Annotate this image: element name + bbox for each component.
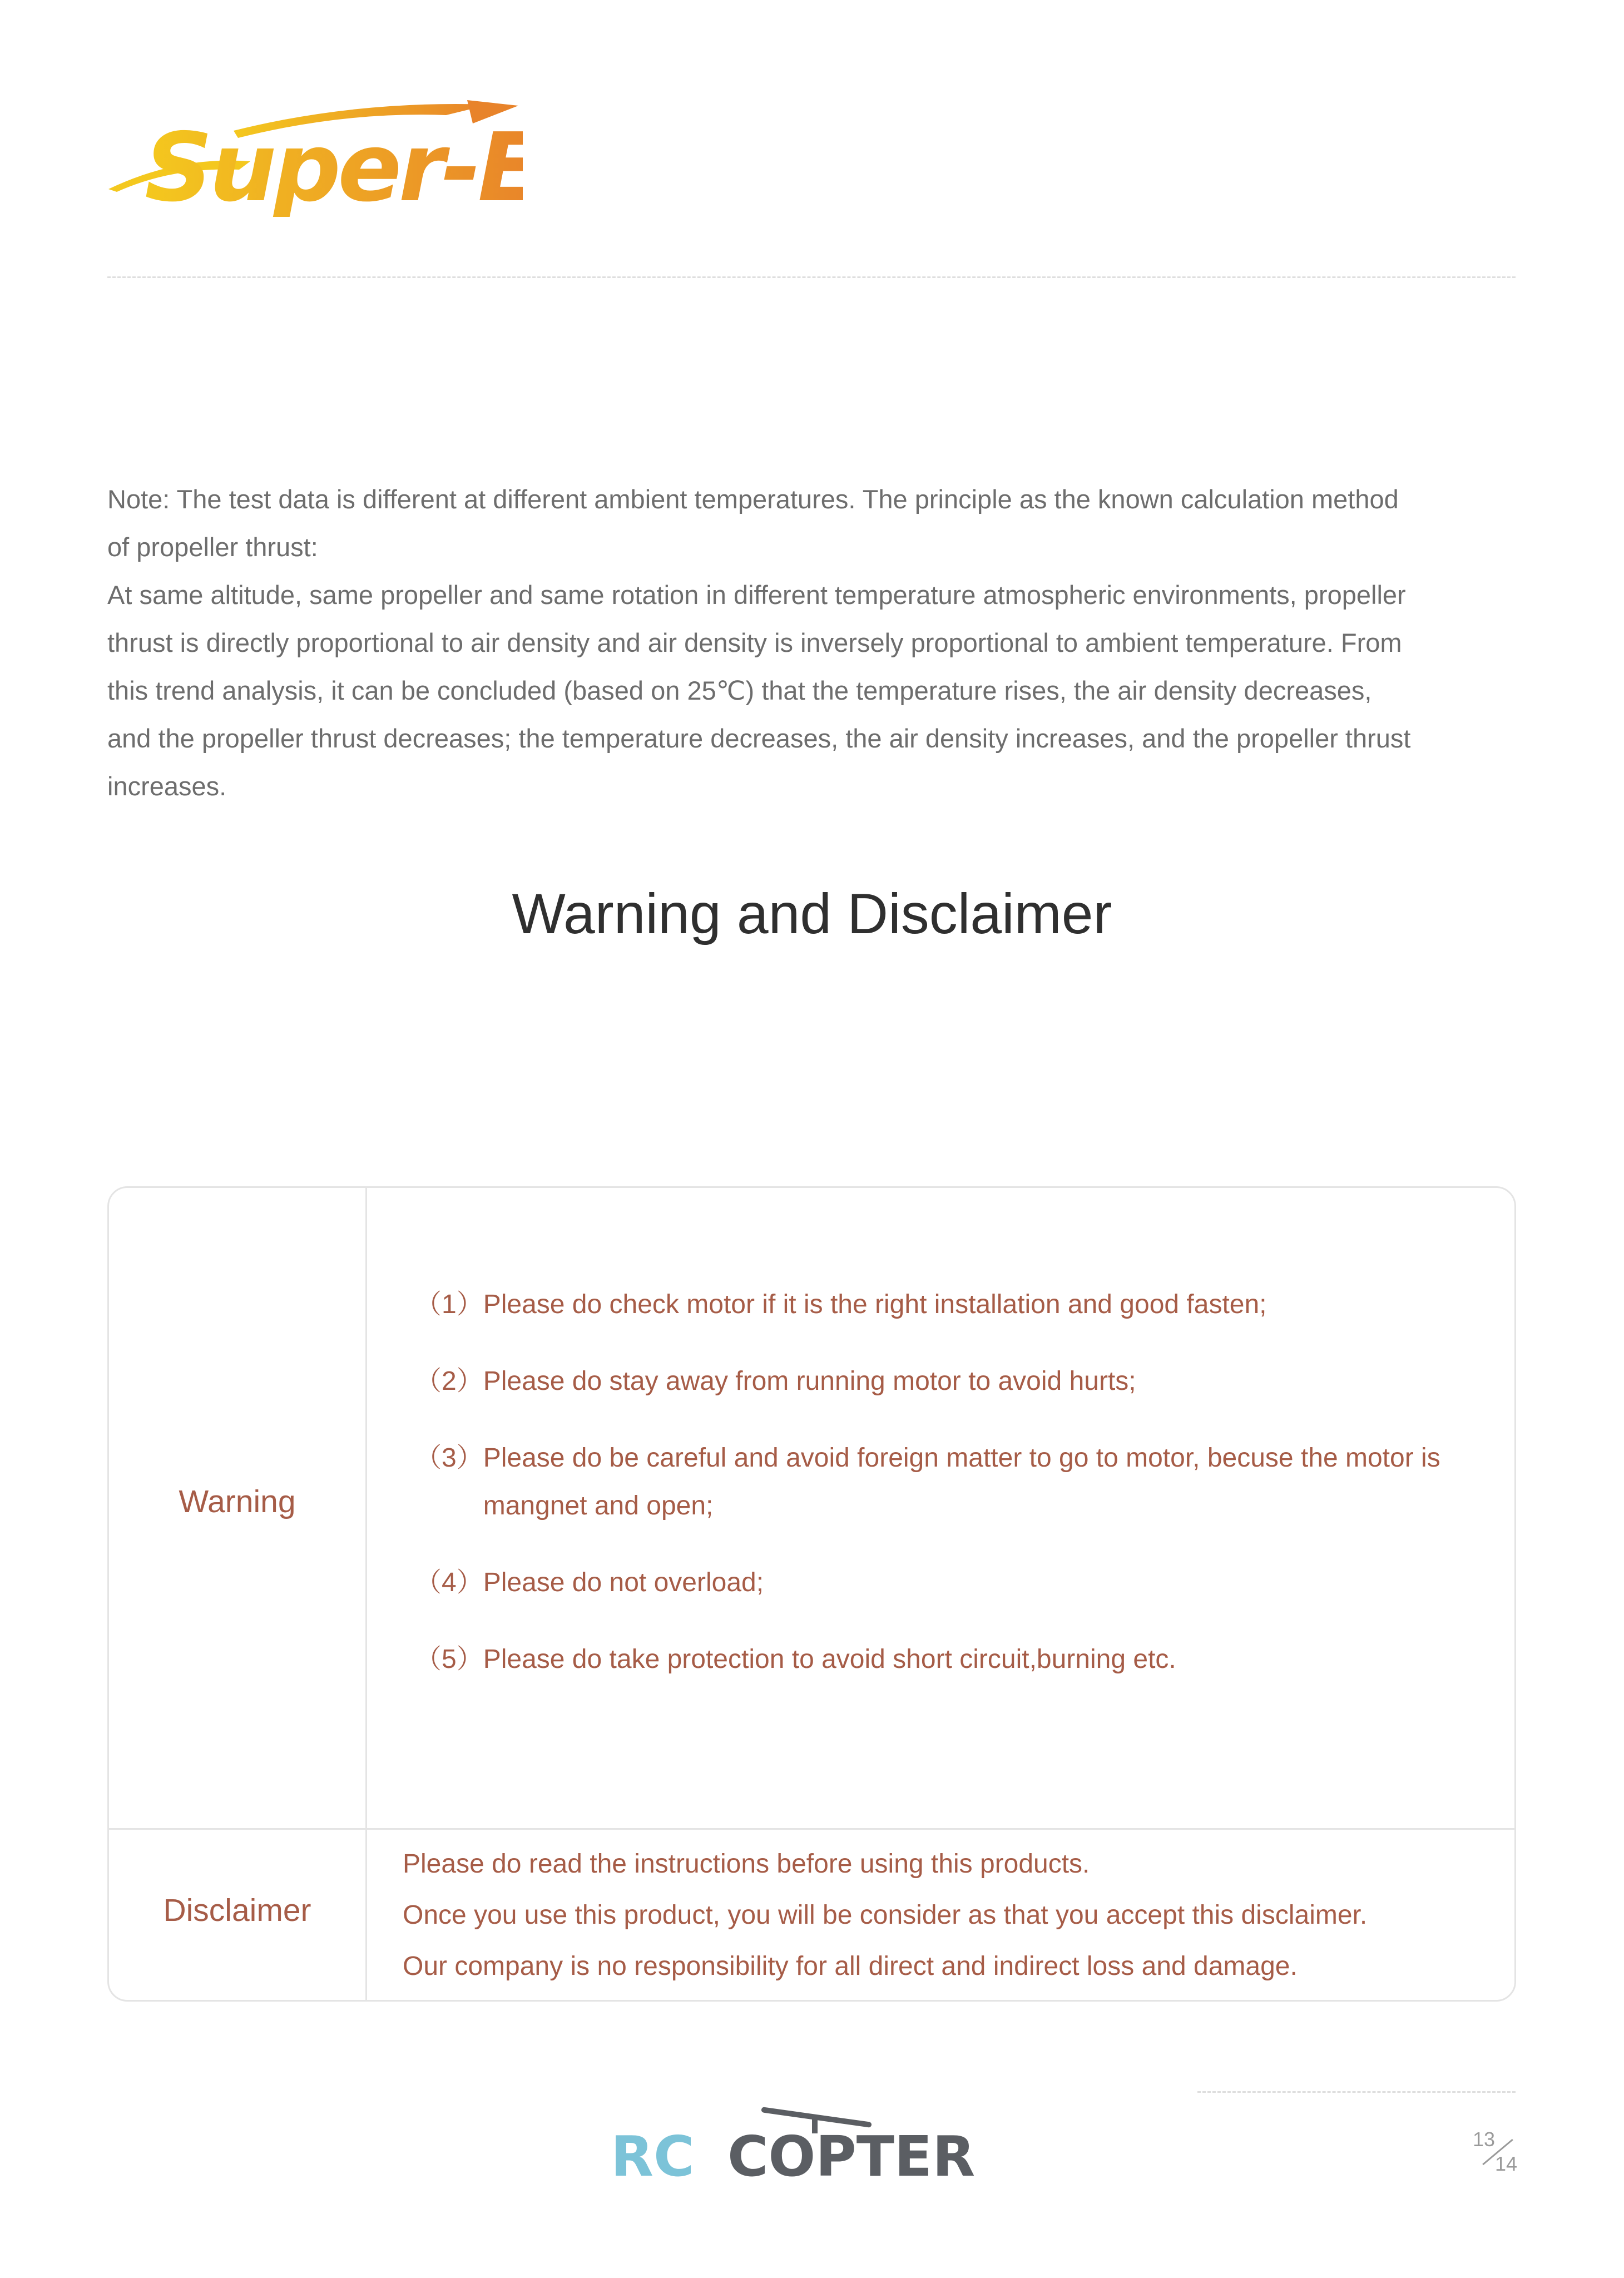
warning-item-text: Please do take protection to avoid short circuit,burning etc. — [483, 1645, 1176, 1674]
brand-rc-text: RC — [611, 2124, 695, 2189]
top-divider — [107, 276, 1516, 278]
warning-list — [415, 1281, 1472, 1712]
warning-disclaimer-table — [107, 1186, 1516, 2002]
footer-divider — [1197, 2091, 1516, 2093]
note-section — [107, 476, 1414, 810]
warning-item-text: Please do not overload; — [483, 1568, 764, 1597]
disclaimer-line: Once you use this product, you will be consider as that you accept this disclaimer. — [403, 1900, 1368, 1930]
warning-item — [415, 1434, 1472, 1530]
warning-item — [415, 1559, 1472, 1607]
warning-item — [415, 1281, 1472, 1329]
row-divider — [109, 1828, 1514, 1830]
page-total: 14 — [1495, 2152, 1518, 2175]
page-current: 13 — [1473, 2128, 1496, 2151]
rc-copter-logo — [611, 2102, 1011, 2191]
column-divider — [365, 1188, 367, 2000]
note-paragraph: At same altitude, same propeller and same rotation in different temperature atmospheric environments, propeller thrust is directly proportional to air density and air density is inversely proportional to ambient temperature. From this trend analysis, it can be concluded (based on 25℃) that the temperature rises, the air density decreases, and the propeller thrust decreases; the temperature decreases, the air density increases, and the propeller thrust increases. — [107, 580, 1411, 801]
logo-wordmark: Super-E — [145, 113, 523, 217]
warning-item-number: （2） — [415, 1366, 483, 1396]
rc-copter-logo-graphic — [611, 2102, 1011, 2191]
warning-item-text: Please do be careful and avoid foreign matter to go to motor, becuse the motor is mangnet and open; — [483, 1443, 1440, 1521]
warning-item — [415, 1358, 1472, 1405]
brand-copter-text: COPTER — [727, 2124, 976, 2189]
warning-item-number: （3） — [415, 1443, 483, 1473]
note-paragraph: Note: The test data is different at different ambient temperatures. The principle as the known calculation method of propeller thrust: — [107, 484, 1399, 562]
warning-item-text: Please do check motor if it is the right installation and good fasten; — [483, 1290, 1267, 1319]
disclaimer-text — [403, 1839, 1487, 1992]
page-title: Warning and Disclaimer — [512, 882, 1112, 945]
page-number — [1468, 2128, 1529, 2178]
warning-item-number: （1） — [415, 1290, 483, 1319]
warning-item-number: （5） — [415, 1645, 483, 1674]
warning-label: Warning — [179, 1484, 296, 1519]
warning-item-number: （4） — [415, 1568, 483, 1597]
super-e-logo — [106, 89, 523, 217]
super-e-logo-graphic — [106, 89, 523, 217]
disclaimer-line: Our company is no responsibility for all direct and indirect loss and damage. — [403, 1952, 1298, 1981]
disclaimer-line: Please do read the instructions before using this products. — [403, 1849, 1090, 1879]
disclaimer-label: Disclaimer — [163, 1893, 311, 1928]
warning-item-text: Please do stay away from running motor to avoid hurts; — [483, 1366, 1136, 1396]
warning-item — [415, 1636, 1472, 1683]
